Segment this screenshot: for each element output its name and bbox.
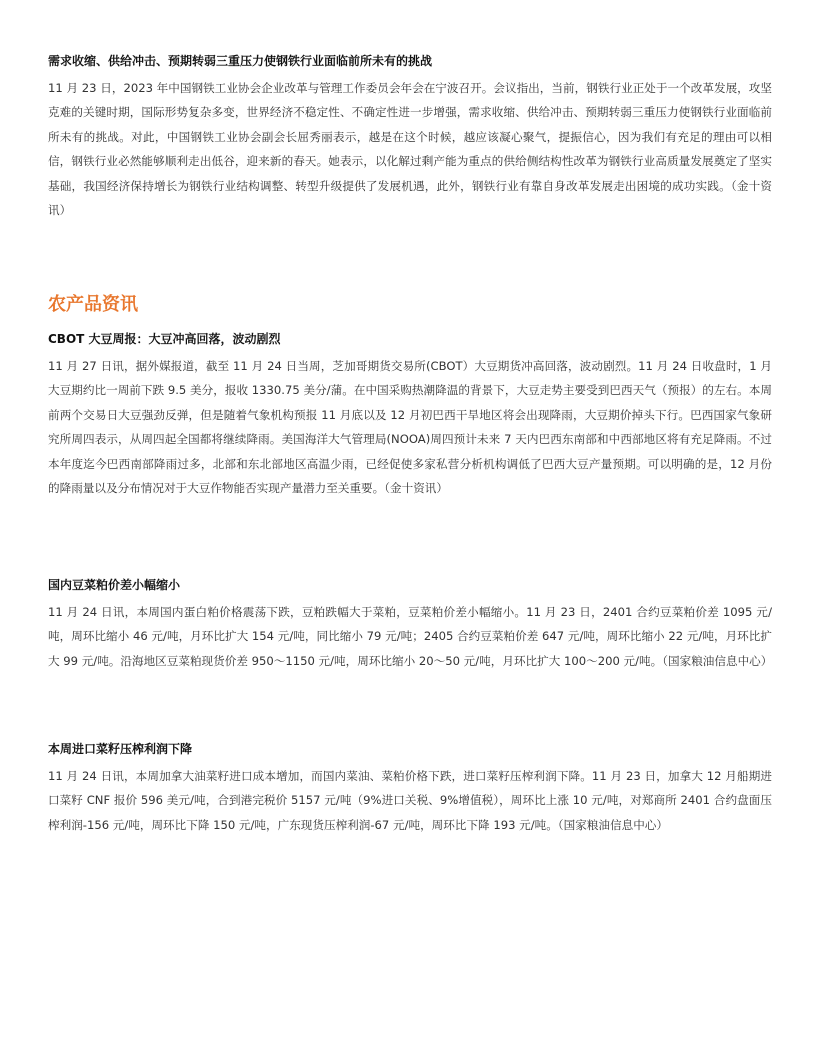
article-cbot (48, 330, 772, 500)
article-title: 国内豆菜粕价差小幅缩小 (48, 578, 181, 592)
section-agri (48, 292, 772, 318)
section-title: 农产品资讯 (48, 294, 138, 315)
article-rapeseed (48, 740, 772, 837)
article-title: 本周进口菜籽压榨利润下降 (48, 742, 193, 756)
article-body: 11 月 24 日讯，本周国内蛋白粕价格震荡下跌，豆粕跌幅大于菜粕，豆菜粕价差小幅缩小。11 月 23 日，2401 合约豆菜粕价差 1095 元/吨，周环比缩小 46 元/吨，月环比扩大 154 元/吨，同比缩小 79 元/吨；2405 合约豆菜粕价差 647 元/吨，周环比缩小 22 元/吨，月环比扩大 99 元/吨。沿海地区豆菜粕现货价差 950～1150 元/吨，周环比缩小 20～50 元/吨，月环比扩大 100～200 元/吨。（国家粮油信息中心） (48, 605, 773, 668)
article-steel (48, 52, 772, 222)
article-title: 需求收缩、供给冲击、预期转弱三重压力使钢铁行业面临前所未有的挑战 (48, 54, 433, 68)
article-body: 11 月 23 日，2023 年中国钢铁工业协会企业改革与管理工作委员会年会在宁波召开。会议指出，当前，钢铁行业正处于一个改革发展，攻坚克难的关键时期，国际形势复杂多变，世界经济不稳定性、不确定性进一步增强，需求收缩、供给冲击、预期转弱三重压力使钢铁行业面临前所未有的挑战。对此，中国钢铁工业协会副会长屈秀丽表示，越是在这个时候，越应该凝心聚气，提振信心，因为我们有充足的理由可以相信，钢铁行业必然能够顺利走出低谷，迎来新的春天。她表示，以化解过剩产能为重点的供给侧结构性改革为钢铁行业高质量发展奠定了坚实基础，我国经济保持增长为钢铁行业结构调整、转型升级提供了发展机遇，此外，钢铁行业有靠自身改革发展走出困境的成功实践。（金十资讯） (48, 81, 772, 218)
article-title: CBOT 大豆周报：大豆冲高回落，波动剧烈 (48, 332, 281, 346)
article-body: 11 月 24 日讯，本周加拿大油菜籽进口成本增加，而国内菜油、菜粕价格下跌，进口菜籽压榨利润下降。11 月 23 日，加拿大 12 月船期进口菜籽 CNF 报价 596 美元/吨，合到港完税价 5157 元/吨（9%进口关税、9%增值税），周环比上涨 10 元/吨，对郑商所 2401 合约盘面压榨利润-156 元/吨，周环比下降 150 元/吨，广东现货压榨利润-67 元/吨，周环比下降 193 元/吨。（国家粮油信息中心） (48, 769, 772, 832)
article-meal (48, 576, 772, 673)
article-body: 11 月 27 日讯，据外媒报道，截至 11 月 24 日当周，芝加哥期货交易所(CBOT）大豆期货冲高回落，波动剧烈。11 月 24 日收盘时，1 月大豆期约比一周前下跌 9.5 美分，报收 1330.75 美分/蒲。在中国采购热潮降温的背景下，大豆走势主要受到巴西天气（预报）的左右。本周前两个交易日大豆强劲反弹，但是随着气象机构预报 11 月底以及 12 月初巴西干旱地区将会出现降雨，大豆期价掉头下行。巴西国家气象研究所周四表示，从周四起全国都将继续降雨。美国海洋大气管理局(NOOA)周四预计未来 7 天内巴西东南部和中西部地区将有充足降雨。不过本年度迄今巴西南部降雨过多，北部和东北部地区高温少雨，已经促使多家私营分析机构调低了巴西大豆产量预期。可以明确的是，12 月份的降雨量以及分布情况对于大豆作物能否实现产量潜力至关重要。（金十资讯） (48, 359, 772, 496)
